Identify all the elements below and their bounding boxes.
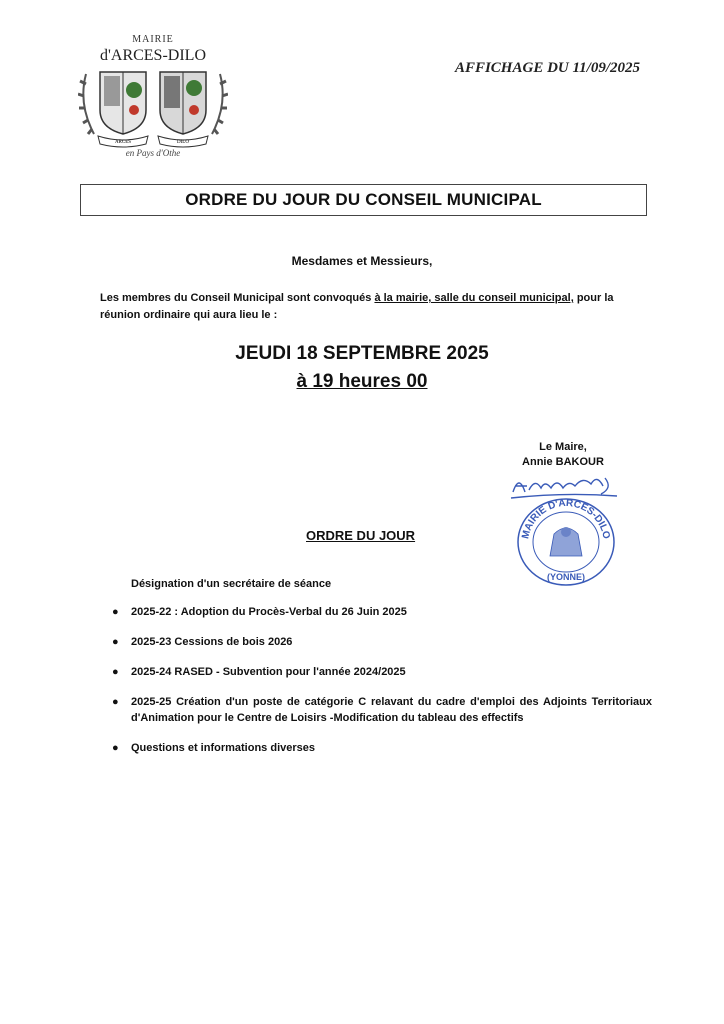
- stamp-bottom: (YONNE): [547, 572, 585, 582]
- document-title-box: [80, 184, 647, 216]
- logo-commune-name: d'ARCES-DILO: [100, 47, 206, 64]
- agenda-list: [112, 604, 652, 770]
- logo-mairie-text: MAIRIE: [132, 34, 174, 45]
- document-title: ORDRE DU JOUR DU CONSEIL MUNICIPAL: [185, 190, 542, 209]
- logo-subtitle: en Pays d'Othe: [125, 148, 181, 158]
- agenda-item: ● 2025-23 Cessions de bois 2026: [112, 636, 293, 648]
- agenda-item: ● 2025-24 RASED - Subvention pour l'année 2024/2025: [112, 666, 406, 678]
- intro-before: Les membres du Conseil Municipal sont convoqués: [100, 292, 375, 304]
- bullet-icon: ●: [112, 742, 119, 754]
- signer-role: Le Maire,: [539, 441, 587, 453]
- intro-paragraph: [100, 290, 640, 324]
- agenda-title: ORDRE DU JOUR: [306, 528, 416, 543]
- bullet-icon: ●: [112, 696, 119, 708]
- bullet-icon: ●: [112, 606, 119, 618]
- intro-after: pour la réunion ordinaire qui aura lieu le :: [100, 292, 614, 321]
- intro-location: à la mairie, salle du conseil municipal,: [374, 292, 574, 304]
- coat-of-arms-icon: [78, 64, 228, 148]
- logo-ribbon-right: DILO: [177, 140, 189, 145]
- meeting-time: à 19 heures 00: [296, 371, 428, 392]
- stamp-text: MAIRIE D'ARCES-DILO: [520, 497, 612, 540]
- signer-name: Annie BAKOUR: [522, 456, 604, 468]
- bullet-icon: ●: [112, 636, 119, 648]
- meeting-date: JEUDI 18 SEPTEMBRE 2025: [235, 343, 489, 364]
- greeting: Mesdames et Messieurs,: [291, 254, 433, 268]
- logo-ribbon-left: ARCES: [114, 140, 132, 145]
- agenda-item: ● 2025-25 Création d'un poste de catégorie C relavant du cadre d'emploi des Adjoints Territoriaux d'Animation pour le Centre de Loisirs -Modification du tableau des effectifs: [112, 696, 652, 724]
- mairie-stamp-icon: [514, 496, 618, 588]
- commune-logo: [78, 34, 228, 174]
- posting-date: AFFICHAGE DU 11/09/2025: [454, 60, 640, 76]
- agenda-item: ● Questions et informations diverses: [112, 742, 315, 754]
- agenda-item: ● 2025-22 : Adoption du Procès-Verbal du 26 Juin 2025: [112, 606, 407, 618]
- signer-block: [508, 440, 618, 470]
- designation-line: Désignation d'un secrétaire de séance: [131, 578, 332, 590]
- bullet-icon: ●: [112, 666, 119, 678]
